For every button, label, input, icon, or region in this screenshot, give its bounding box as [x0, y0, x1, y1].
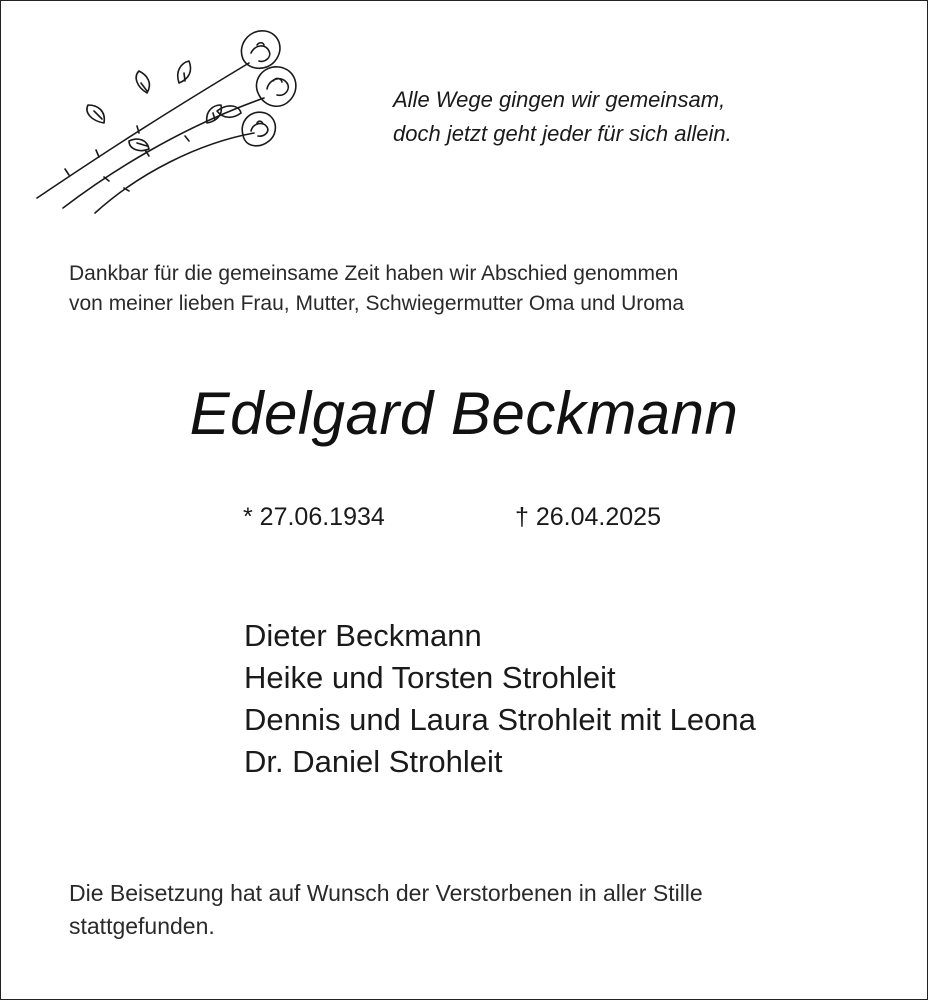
- intro-line-1: Dankbar für die gemeinsame Zeit haben wir Abschied genommen: [69, 262, 679, 285]
- mourners-list: [244, 615, 756, 783]
- mourner-name: Dr. Daniel Strohleit: [244, 744, 503, 779]
- motto-line-1: Alle Wege gingen wir gemeinsam,: [393, 87, 726, 112]
- funeral-note: [69, 877, 703, 943]
- death-date: † 26.04.2025: [515, 503, 661, 531]
- intro-text: [69, 259, 684, 319]
- funeral-note-line-2: stattgefunden.: [69, 913, 215, 939]
- rose-bouquet-icon: [29, 23, 309, 223]
- birth-date: * 27.06.1934: [243, 503, 385, 531]
- motto-quote: [393, 83, 732, 151]
- mourner-name: Heike und Torsten Strohleit: [244, 660, 616, 695]
- mourner-name: Dennis und Laura Strohleit mit Leona: [244, 702, 756, 737]
- deceased-name: Edelgard Beckmann: [189, 380, 739, 447]
- motto-line-2: doch jetzt geht jeder für sich allein.: [393, 121, 732, 146]
- funeral-note-line-1: Die Beisetzung hat auf Wunsch der Verstorbenen in aller Stille: [69, 880, 703, 906]
- intro-line-2: von meiner lieben Frau, Mutter, Schwiegermutter Oma und Uroma: [69, 292, 685, 315]
- mourner-name: Dieter Beckmann: [244, 618, 482, 653]
